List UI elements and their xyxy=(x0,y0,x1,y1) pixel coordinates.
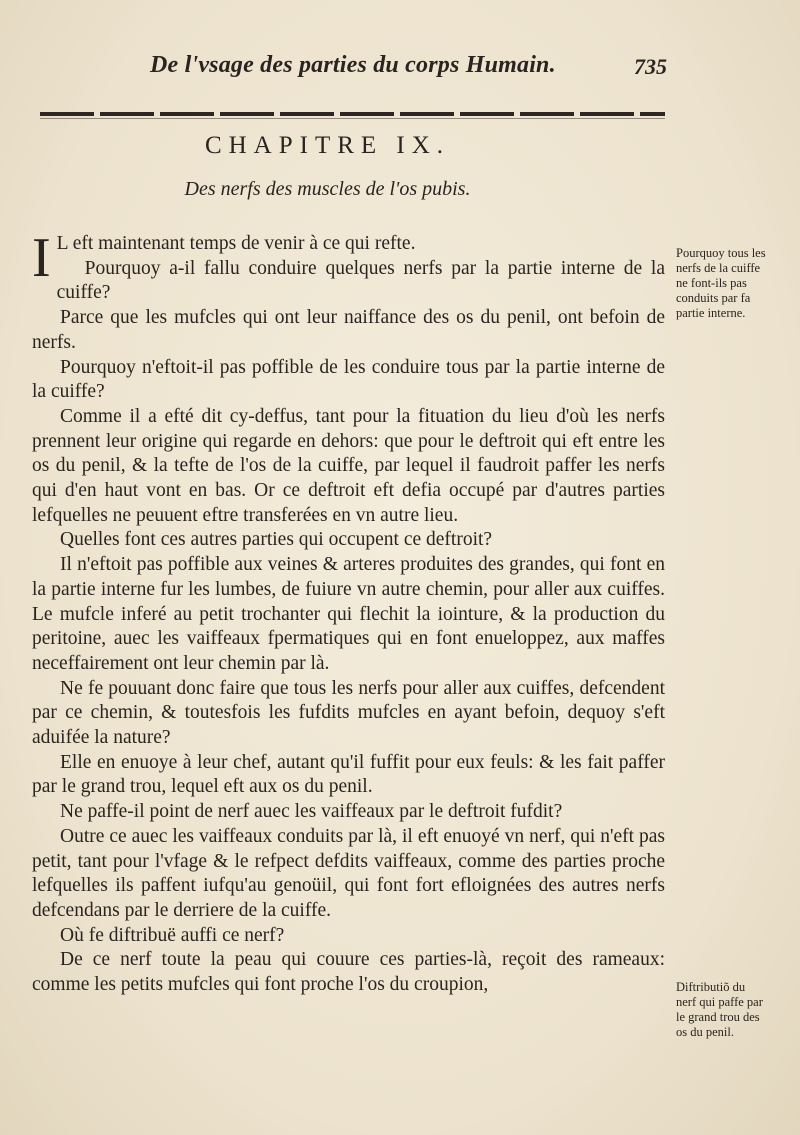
paragraph: Outre ce auec les vaiffeaux conduits par là, il eft enuoyé vn nerf, qui n'eft pas petit, tant pour l'vfage & le refpect defdits vaiffeaux, comme des parties proche lefquelles ils paffent iufqu'au genoüil, qui font fort efloignées des autres nerfs defcendans par le derriere de la cuiffe. xyxy=(32,825,665,921)
margin-note: Pourquoy tous les nerfs de la cuiffe ne font-ils pas conduits par fa partie interne. xyxy=(676,246,766,320)
running-head: De l'vsage des parties du corps Humain. xyxy=(150,52,556,78)
paragraph: Ne paffe-il point de nerf auec les vaiffeaux par le deftroit fufdit? xyxy=(60,801,563,823)
paragraph: Pourquoy a-il fallu conduire quelques nerfs par la partie interne de la cuiffe? xyxy=(56,257,665,304)
drop-cap: I xyxy=(32,227,51,289)
paragraph: Elle en enuoye à leur chef, autant qu'il fuffit pour eux feuls: & les fait paffer par le grand trou, lequel eft aux os du penil. xyxy=(32,751,665,798)
paragraph: Pourquoy n'eftoit-il pas poffible de les conduire tous par la partie interne de la cuiffe? xyxy=(32,356,665,403)
page-number: 735 xyxy=(634,54,667,79)
body-text xyxy=(32,227,665,998)
paragraph: I L eft maintenant temps de venir à ce qui refte. xyxy=(32,227,416,289)
paragraph: Quelles font ces autres parties qui occupent ce deftroit? xyxy=(60,529,493,551)
paragraph: Il n'eftoit pas poffible aux veines & arteres produites des grandes, qui font en la partie interne fur les lumbes, de fuiure vn autre chemin, pour aller aux cuiffes. Le mufcle inferé au petit trochanter qui flechit la iointure, & la production du peritoine, auec les vaiffeaux fpermatiques qui en font enueloppez, aux maffes neceffairement ont leur chemin par là. xyxy=(32,554,665,674)
paragraph: De ce nerf toute la peau qui couure ces parties-là, reçoit des rameaux: comme les petits mufcles qui font proche l'os du croupion, xyxy=(32,949,665,996)
paragraph: Comme il a efté dit cy-deffus, tant pour la fituation du lieu d'où les nerfs prennent leur origine qui regarde en dehors: que pour le deftroit qui eft entre les os du penil, & la tefte de l'os de la cuiffe, par lequel il faudroit paffer les nerfs qui d'en haut vont en bas. Or ce deftroit eft defia occupé par d'autres parties lefquelles ne peuuent eftre transferées en vn autre lieu. xyxy=(32,405,665,526)
paragraph: Ne fe pouuant donc faire que tous les nerfs pour aller aux cuiffes, defcendent par ce chemin, & toutesfois les fufdits mufcles en ayant befoin, dequoy s'eft aduifée la nature? xyxy=(32,677,665,749)
header-rule-thin xyxy=(40,118,665,119)
chapter-title: CHAPITRE IX. xyxy=(204,132,451,159)
paragraph: Où fe diftribuë auffi ce nerf? xyxy=(60,924,285,946)
header-rule xyxy=(40,112,665,116)
chapter-subtitle: Des nerfs des muscles de l'os pubis. xyxy=(184,178,471,200)
paragraph: Parce que les mufcles qui ont leur naiffance des os du penil, ont befoin de nerfs. xyxy=(32,307,665,353)
margin-note: Diftributiõ du nerf qui paffe par le grand trou des os du penil. xyxy=(676,980,763,1039)
